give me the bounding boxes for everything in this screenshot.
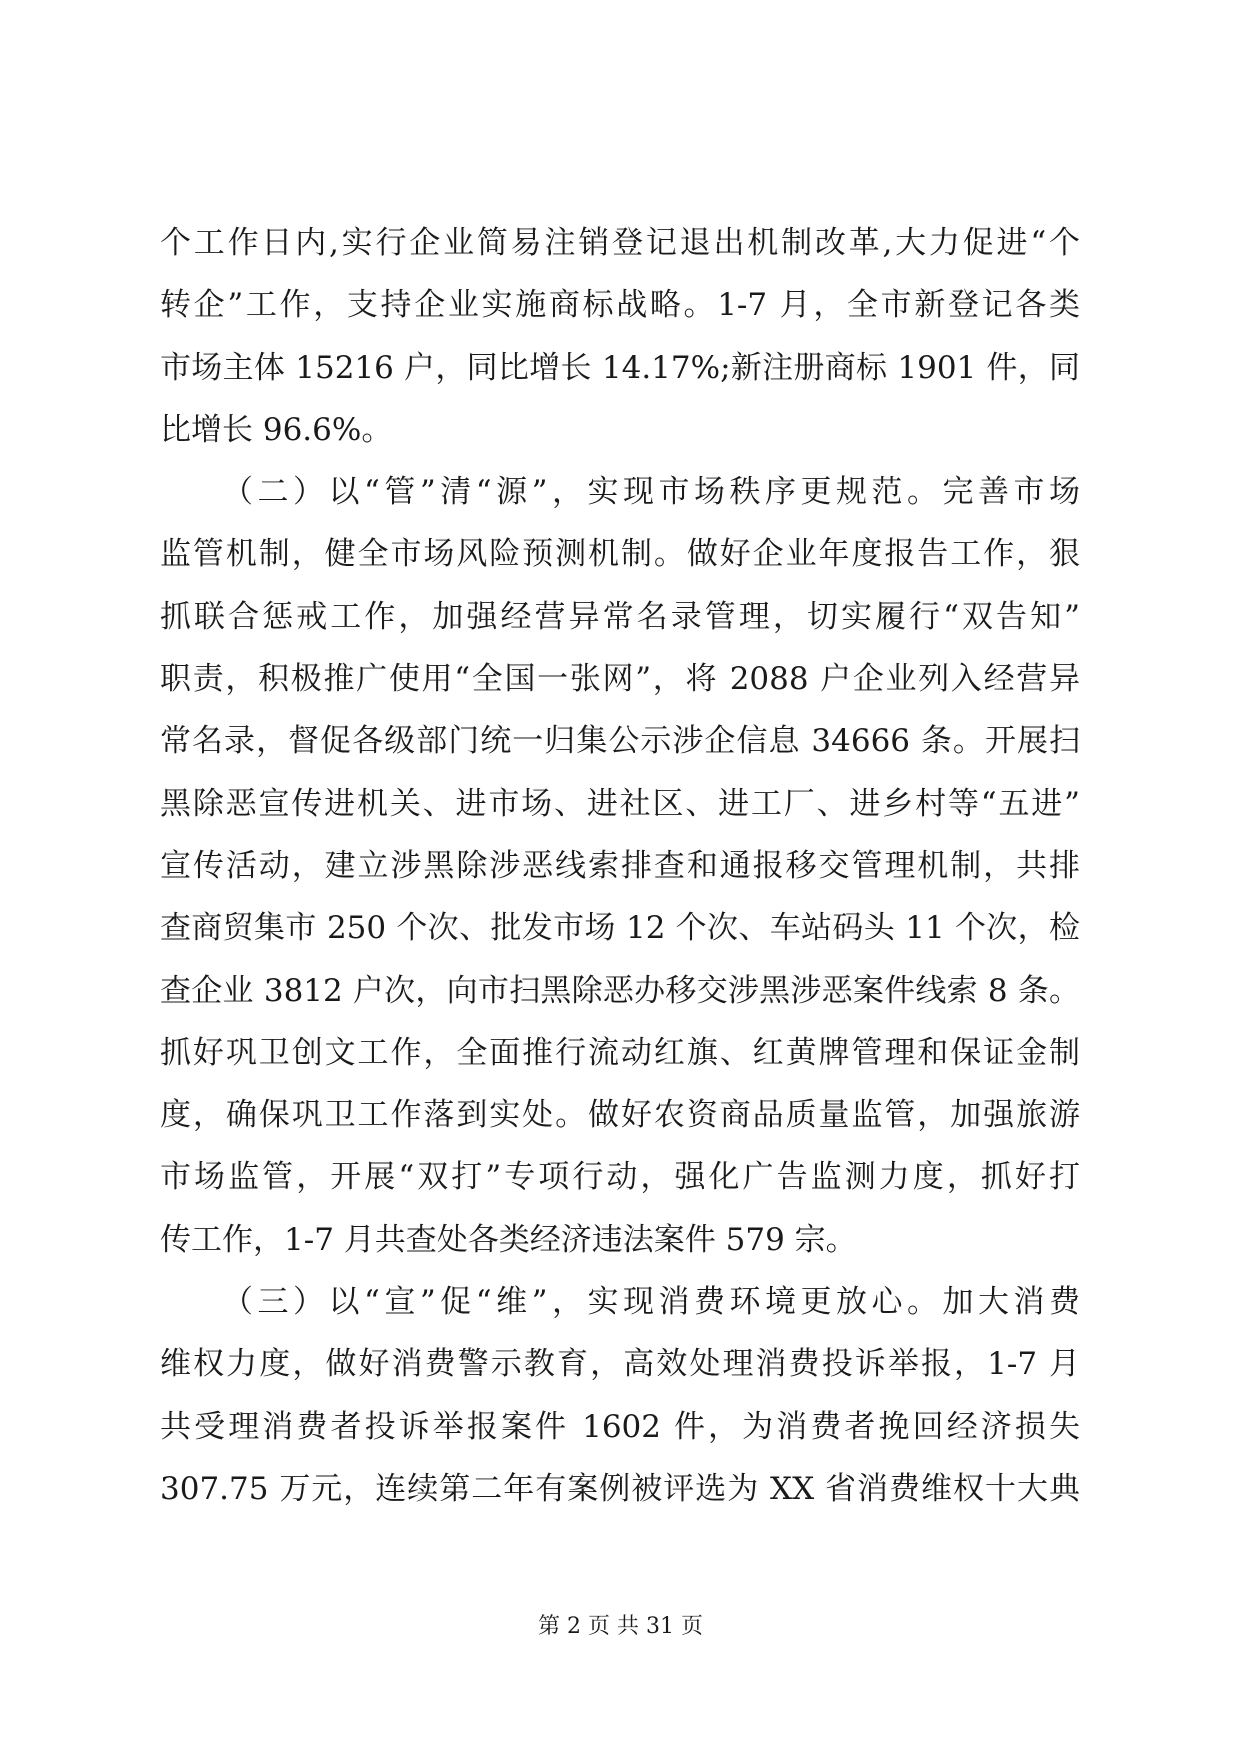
text-line: 转企”工作，支持企业实施商标战略。1-7 月，全市新登记各类 bbox=[160, 287, 1080, 324]
text-line: 监管机制，健全市场风险预测机制。做好企业年度报告工作，狠 bbox=[160, 536, 1080, 573]
document-body bbox=[160, 223, 1080, 1531]
text-line: 传工作，1-7 月共查处各类经济违法案件 579 宗。 bbox=[160, 1221, 857, 1258]
text-line: 抓好巩卫创文工作，全面推行流动红旗、红黄牌管理和保证金制 bbox=[160, 1034, 1080, 1071]
text-line: 黑除恶宣传进机关、进市场、进社区、进工厂、进乡村等“五进” bbox=[160, 785, 1080, 822]
text-line: 查商贸集市 250 个次、批发市场 12 个次、车站码头 11 个次，检 bbox=[160, 910, 1080, 947]
text-line: 市场监管，开展“双打”专项行动，强化广告监测力度，抓好打 bbox=[160, 1159, 1080, 1196]
text-line: 维权力度，做好消费警示教育，高效处理消费投诉举报，1-7 月 bbox=[160, 1346, 1080, 1383]
text-line: 宣传活动，建立涉黑除涉恶线索排查和通报移交管理机制，共排 bbox=[160, 847, 1080, 884]
text-line: 个工作日内,实行企业简易注销登记退出机制改革,大力促进“个 bbox=[160, 225, 1080, 261]
text-line: 市场主体 15216 户，同比增长 14.17%;新注册商标 1901 件，同 bbox=[160, 349, 1080, 386]
text-line: 共受理消费者投诉举报案件 1602 件，为消费者挽回经济损失 bbox=[160, 1408, 1080, 1445]
text-line: 查企业 3812 户次，向市扫黑除恶办移交涉黑涉恶案件线索 8 条。 bbox=[160, 972, 1080, 1009]
text-line: 度，确保巩卫工作落到实处。做好农资商品质量监管，加强旅游 bbox=[160, 1097, 1080, 1134]
text-line: （三）以“宣”促“维”，实现消费环境更放心。加大消费 bbox=[222, 1284, 1080, 1321]
text-line: 307.75 万元，连续第二年有案例被评选为 XX 省消费维权十大典 bbox=[160, 1470, 1080, 1507]
page-footer: 第 2 页 共 31 页 bbox=[538, 1614, 703, 1639]
text-line: 常名录，督促各级部门统一归集公示涉企信息 34666 条。开展扫 bbox=[160, 723, 1080, 760]
text-line: 比增长 96.6%。 bbox=[160, 411, 393, 448]
text-line: 职责，积极推广使用“全国一张网”，将 2088 户企业列入经营异 bbox=[160, 661, 1080, 698]
text-line: （二）以“管”清“源”，实现市场秩序更规范。完善市场 bbox=[222, 474, 1080, 511]
text-line: 抓联合惩戒工作，加强经营异常名录管理，切实履行“双告知” bbox=[160, 598, 1080, 635]
